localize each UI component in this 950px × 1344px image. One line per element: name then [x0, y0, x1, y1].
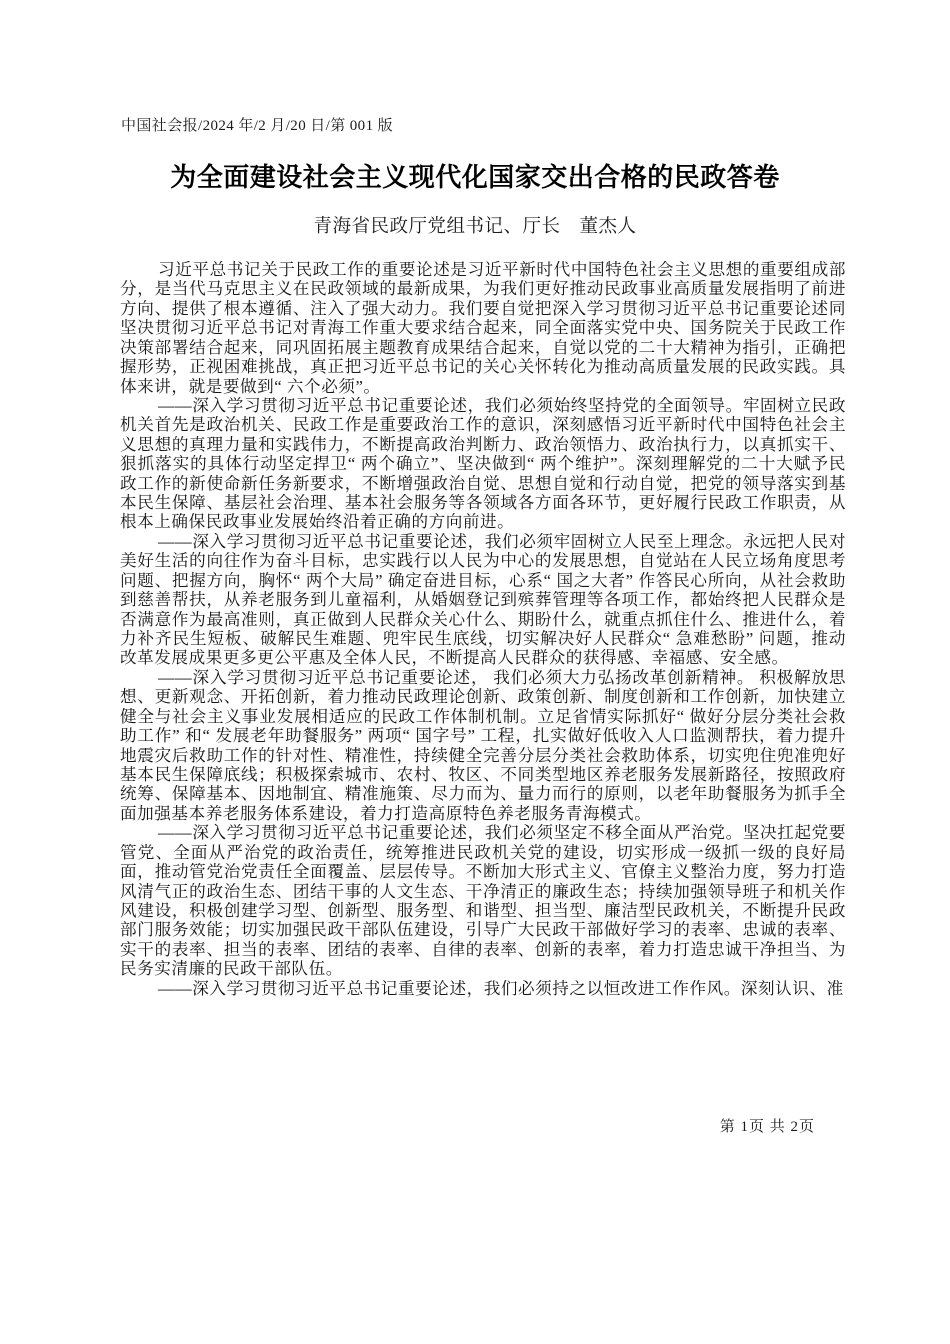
article-byline: 青海省民政厅党组书记、厅长 董杰人 [313, 217, 637, 237]
body-paragraph: ——深入学习贯彻习近平总书记重要论述，我们必须持之以恒改进工作作风。深刻认识、准 [158, 978, 844, 998]
body-paragraph: 习近平总书记关于民政工作的重要论述是习近平新时代中国特色社会主义思想的重要组成部分，是当代马克思主义在民政领域的最新成果，为我们更好推动民政事业高质量发展指明了前进方向、提供了根本遵循、注入了强大动力。我们要自觉把深入学习贯彻习近平总书记重要论述同坚决贯彻习近平总书记对青海工作重大要求结合起来，同全面落实党中央、国务院关于民政工作决策部署结合起来，同巩固拓展主题教育成果结合起来，自觉以党的二十大精神为指引，正确把握形势，正视困难挑战，真正把习近平总书记的关心关怀转化为推动高质量发展的民政实践。具体来讲，就是要做到“ 六个必须”。 [120, 260, 846, 396]
body-paragraph: ——深入学习贯彻习近平总书记重要论述，我们必须牢固树立人民至上理念。永远把人民对美好生活的向往作为奋斗目标，忠实践行以人民为中心的发展思想，自觉站在人民立场角度思考问题、把握方向，胸怀“ 两个大局” 确定奋进目标，心系“ 国之大者” 作答民心所向，从社会救助到慈善帮扶，从养老服务到儿童福利，从婚姻登记到殡葬管理等各项工作，都始终把人民群众是否满意作为最高准则，真正做到人民群众关心什么、期盼什么，就重点抓住什么、推进什么，着力补齐民生短板、破解民生难题、兜牢民生底线，切实解决好人民群众“ 急难愁盼” 问题，推动改革发展成果更多更公平惠及全体人民，不断提高人民群众的获得感、幸福感、安全感。 [120, 531, 846, 668]
page-number-footer: 第 1页 共 2页 [719, 1119, 815, 1135]
article-title: 为全面建设社会主义现代化国家交出合格的民政答卷 [170, 162, 780, 192]
body-paragraph: ——深入学习贯彻习近平总书记重要论述， 我们必须大力弘扬改革创新精神。 积极解放思想、更新观念、开拓创新，着力推动民政理论创新、政策创新、制度创新和工作创新，加快建立健全与社会主义事业发展相适应的民政工作体制机制。立足省情实际抓好“ 做好分层分类社会救助工作” 和“ 发展老年助餐服务” 两项“ 国字号” 工程，扎实做好低收入人口监测帮扶，着力提升地震灾后救助工作的针对性、精准性，持续健全完善分层分类社会救助体系，切实兜住兜准兜好基本民生保障底线；积极探索城市、农村、牧区、不同类型地区养老服务发展新路径，按照政府统筹、保障基本、因地制宜、精准施策、尽力而为、量力而行的原则，以老年助餐服务为抓手全面加强基本养老服务体系建设，着力打造高原特色养老服务青海模式。 [120, 667, 846, 823]
article-body [120, 260, 846, 998]
body-paragraph: ——深入学习贯彻习近平总书记重要论述，我们必须始终坚持党的全面领导。牢固树立民政机关首先是政治机关、民政工作是重要政治工作的意识，深刻感悟习近平新时代中国特色社会主义思想的真理力量和实践伟力，不断提高政治判断力、政治领悟力、政治执行力，以真抓实干、狠抓落实的具体行动坚定捍卫“ 两个确立”、坚决做到“ 两个维护”。深刻理解党的二十大赋予民政工作的新使命新任务新要求，不断增强政治自觉、思想自觉和行动自觉，把党的领导落实到基本民生保障、基层社会治理、基本社会服务等各领域各方面各环节，更好履行民政工作职责，从根本上确保民政事业发展始终沿着正确的方向前进。 [120, 395, 846, 532]
body-paragraph: ——深入学习贯彻习近平总书记重要论述，我们必须坚定不移全面从严治党。坚决扛起党要管党、全面从严治党的政治责任，统筹推进民政机关党的建设，切实形成一级抓一级的良好局面，推动管党治党责任全面覆盖、层层传导。不断加大形式主义、官僚主义整治力度，努力打造风清气正的政治生态、团结干事的人文生态、干净清正的廉政生态；持续加强领导班子和机关作风建设，积极创建学习型、创新型、服务型、和谐型、担当型、廉洁型民政机关，不断提升民政部门服务效能；切实加强民政干部队伍建设，引导广大民政干部做好学习的表率、忠诚的表率、实干的表率、担当的表率、团结的表率、自律的表率、创新的表率，着力打造忠诚干净担当、为民务实清廉的民政干部队伍。 [120, 823, 846, 979]
publication-header: 中国社会报/2024 年/2 月/20 日/第 001 版 [121, 118, 394, 134]
